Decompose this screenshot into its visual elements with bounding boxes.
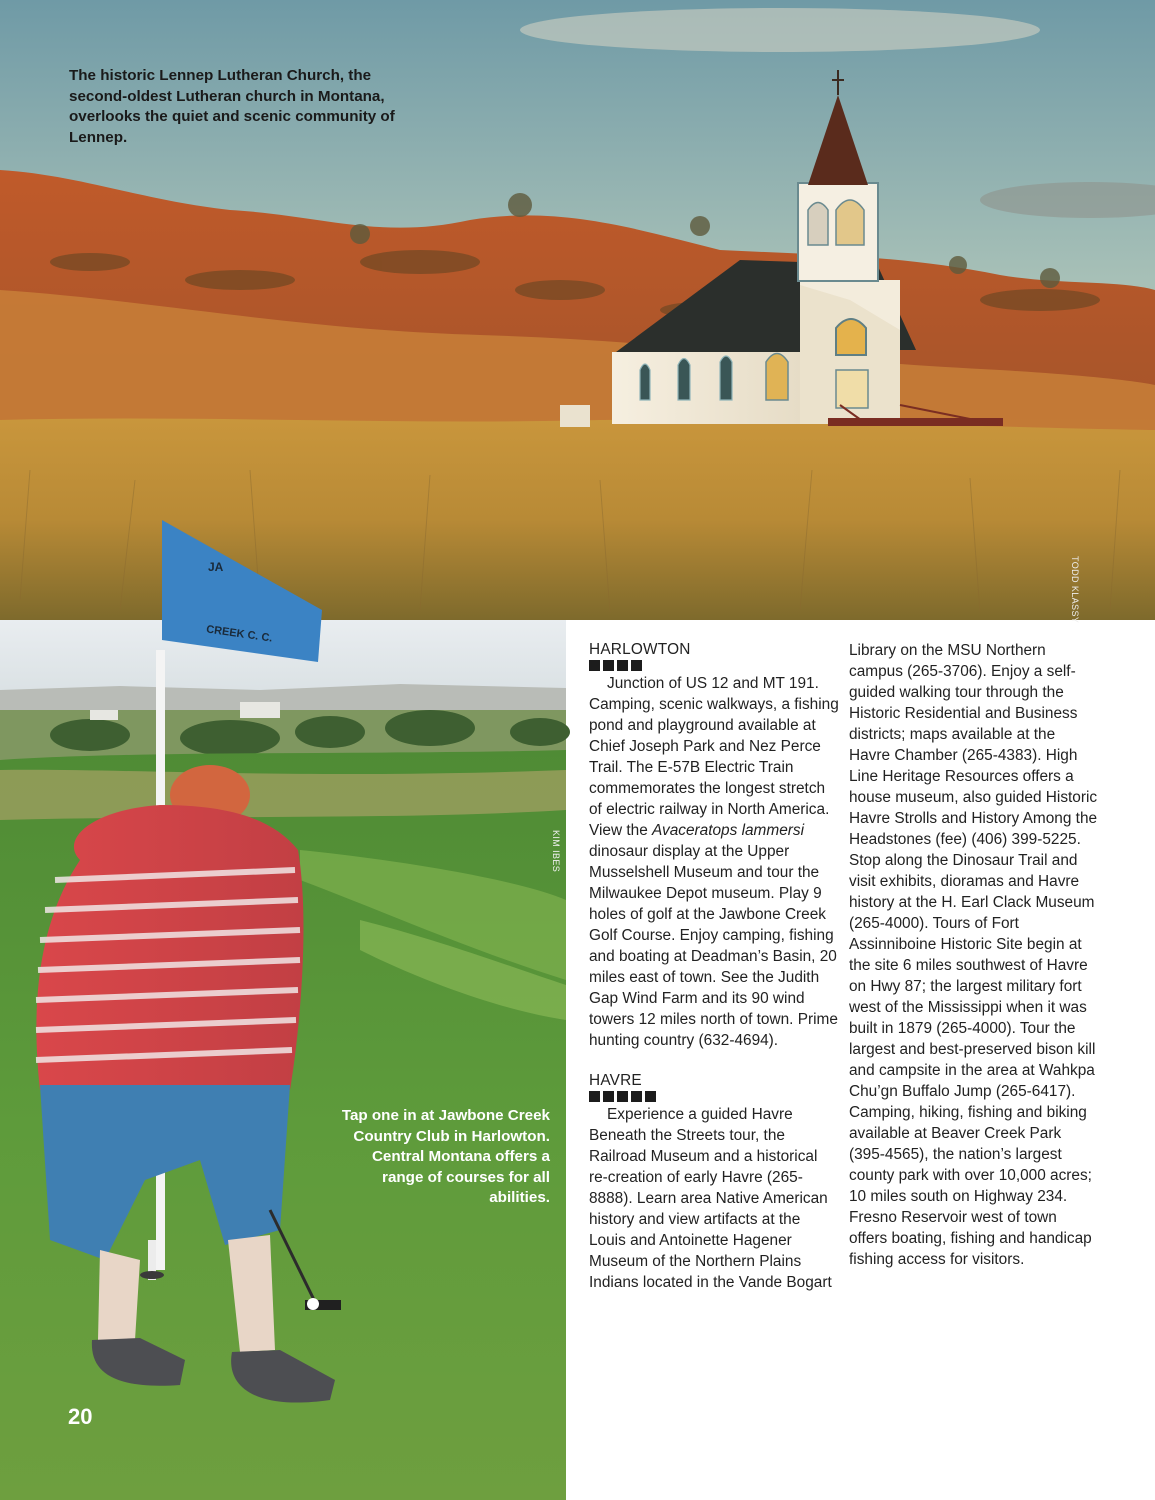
harlowton-body: Junction of US 12 and MT 191. Camping, scenic walkways, a fishing pond and playground available at Chief Joseph Park and Nez Perce Trail. The E-57B Electric Train commemorates the longest stretch of electric railway in North America. View the Avaceratops lammersi dinosaur display at the Upper Musselshell Museum and tour the Milwaukee Depot museum. Play 9 holes of golf at the Jawbone Creek Golf Course. Enjoy camping, fishing and boating at Deadman’s Basin, 20 miles east of town. See the Judith Gap Wind Farm and its 90 wind towers 12 miles north of town. Prime hunting country (632-4694). <box>589 675 839 1049</box>
havre-amenity-icons <box>589 1091 839 1102</box>
bed-icon <box>617 1091 628 1102</box>
restroom-icon <box>603 660 614 671</box>
text-column-right <box>849 640 1099 1270</box>
info-icon <box>589 1091 600 1102</box>
tent-icon <box>631 660 642 671</box>
church-caption: The historic Lennep Lutheran Church, the second-oldest Lutheran church in Montana, overlooks the quiet and scenic community of Lennep. <box>69 67 395 146</box>
info-icon <box>589 660 600 671</box>
tent-icon <box>631 1091 642 1102</box>
snowflake-icon <box>645 1091 656 1102</box>
golf-photo <box>0 560 566 1500</box>
havre-body-part1: Experience a guided Havre Beneath the Streets tour, the Railroad Museum and a historical re-creation of early Havre (265-8888). Learn area Native American history and view artifacts at the Louis and Antoinette Hagener Museum of the Northern Plains Indians located in the Vande Bogart <box>589 1106 832 1291</box>
page-number: 20 <box>68 1404 93 1429</box>
dinosaur-species-name: Avaceratops lammersi <box>652 822 804 839</box>
text-column-left <box>589 640 839 1293</box>
bed-icon <box>617 660 628 671</box>
restroom-icon <box>603 1091 614 1102</box>
photo-credit-todd-klassy: TODD KLASSY <box>1070 556 1080 624</box>
flag-text-bottom: CREEK C. C. <box>205 623 274 645</box>
golf-caption: Tap one in at Jawbone Creek Country Club in Harlowton. Central Montana offers a range of courses for all abilities. <box>341 1107 550 1206</box>
havre-heading: HAVRE <box>589 1072 642 1089</box>
harlowton-amenity-icons <box>589 660 839 671</box>
photo-credit-kim-ibes: KIM IBES <box>551 830 561 873</box>
havre-body-part2: Library on the MSU Northern campus (265-3706). Enjoy a self-guided walking tour through the Historic Residential and Business districts; maps available at the Havre Chamber (265-4383). High Line Heritage Resources offers a house museum, also guided Historic Havre Strolls and History Among the Headstones (fee) (406) 399-5225. Stop along the Dinosaur Trail and visit exhibits, dioramas and Havre history at the H. Earl Clack Museum (265-4000). Tours of Fort Assinniboine Historic Site begin at the site 6 miles southwest of Havre on Hwy 87; the largest military fort west of the Mississippi when it was built in 1879 (265-4000). Tour the largest and best-preserved bison kill and campsite in the area at Wahkpa Chu’gn Buffalo Jump (265-6417). Camping, hiking, fishing and biking available at Beaver Creek Park (395-4565), the nation’s largest county park with over 10,000 acres; 10 miles south on Highway 234. Fresno Reservoir west of town offers boating, fishing and handicap fishing access for visitors. <box>849 642 1098 1268</box>
golf-course-illustration <box>0 620 566 1500</box>
harlowton-heading: HARLOWTON <box>589 641 691 658</box>
flag-text-top: JA <box>208 560 224 574</box>
